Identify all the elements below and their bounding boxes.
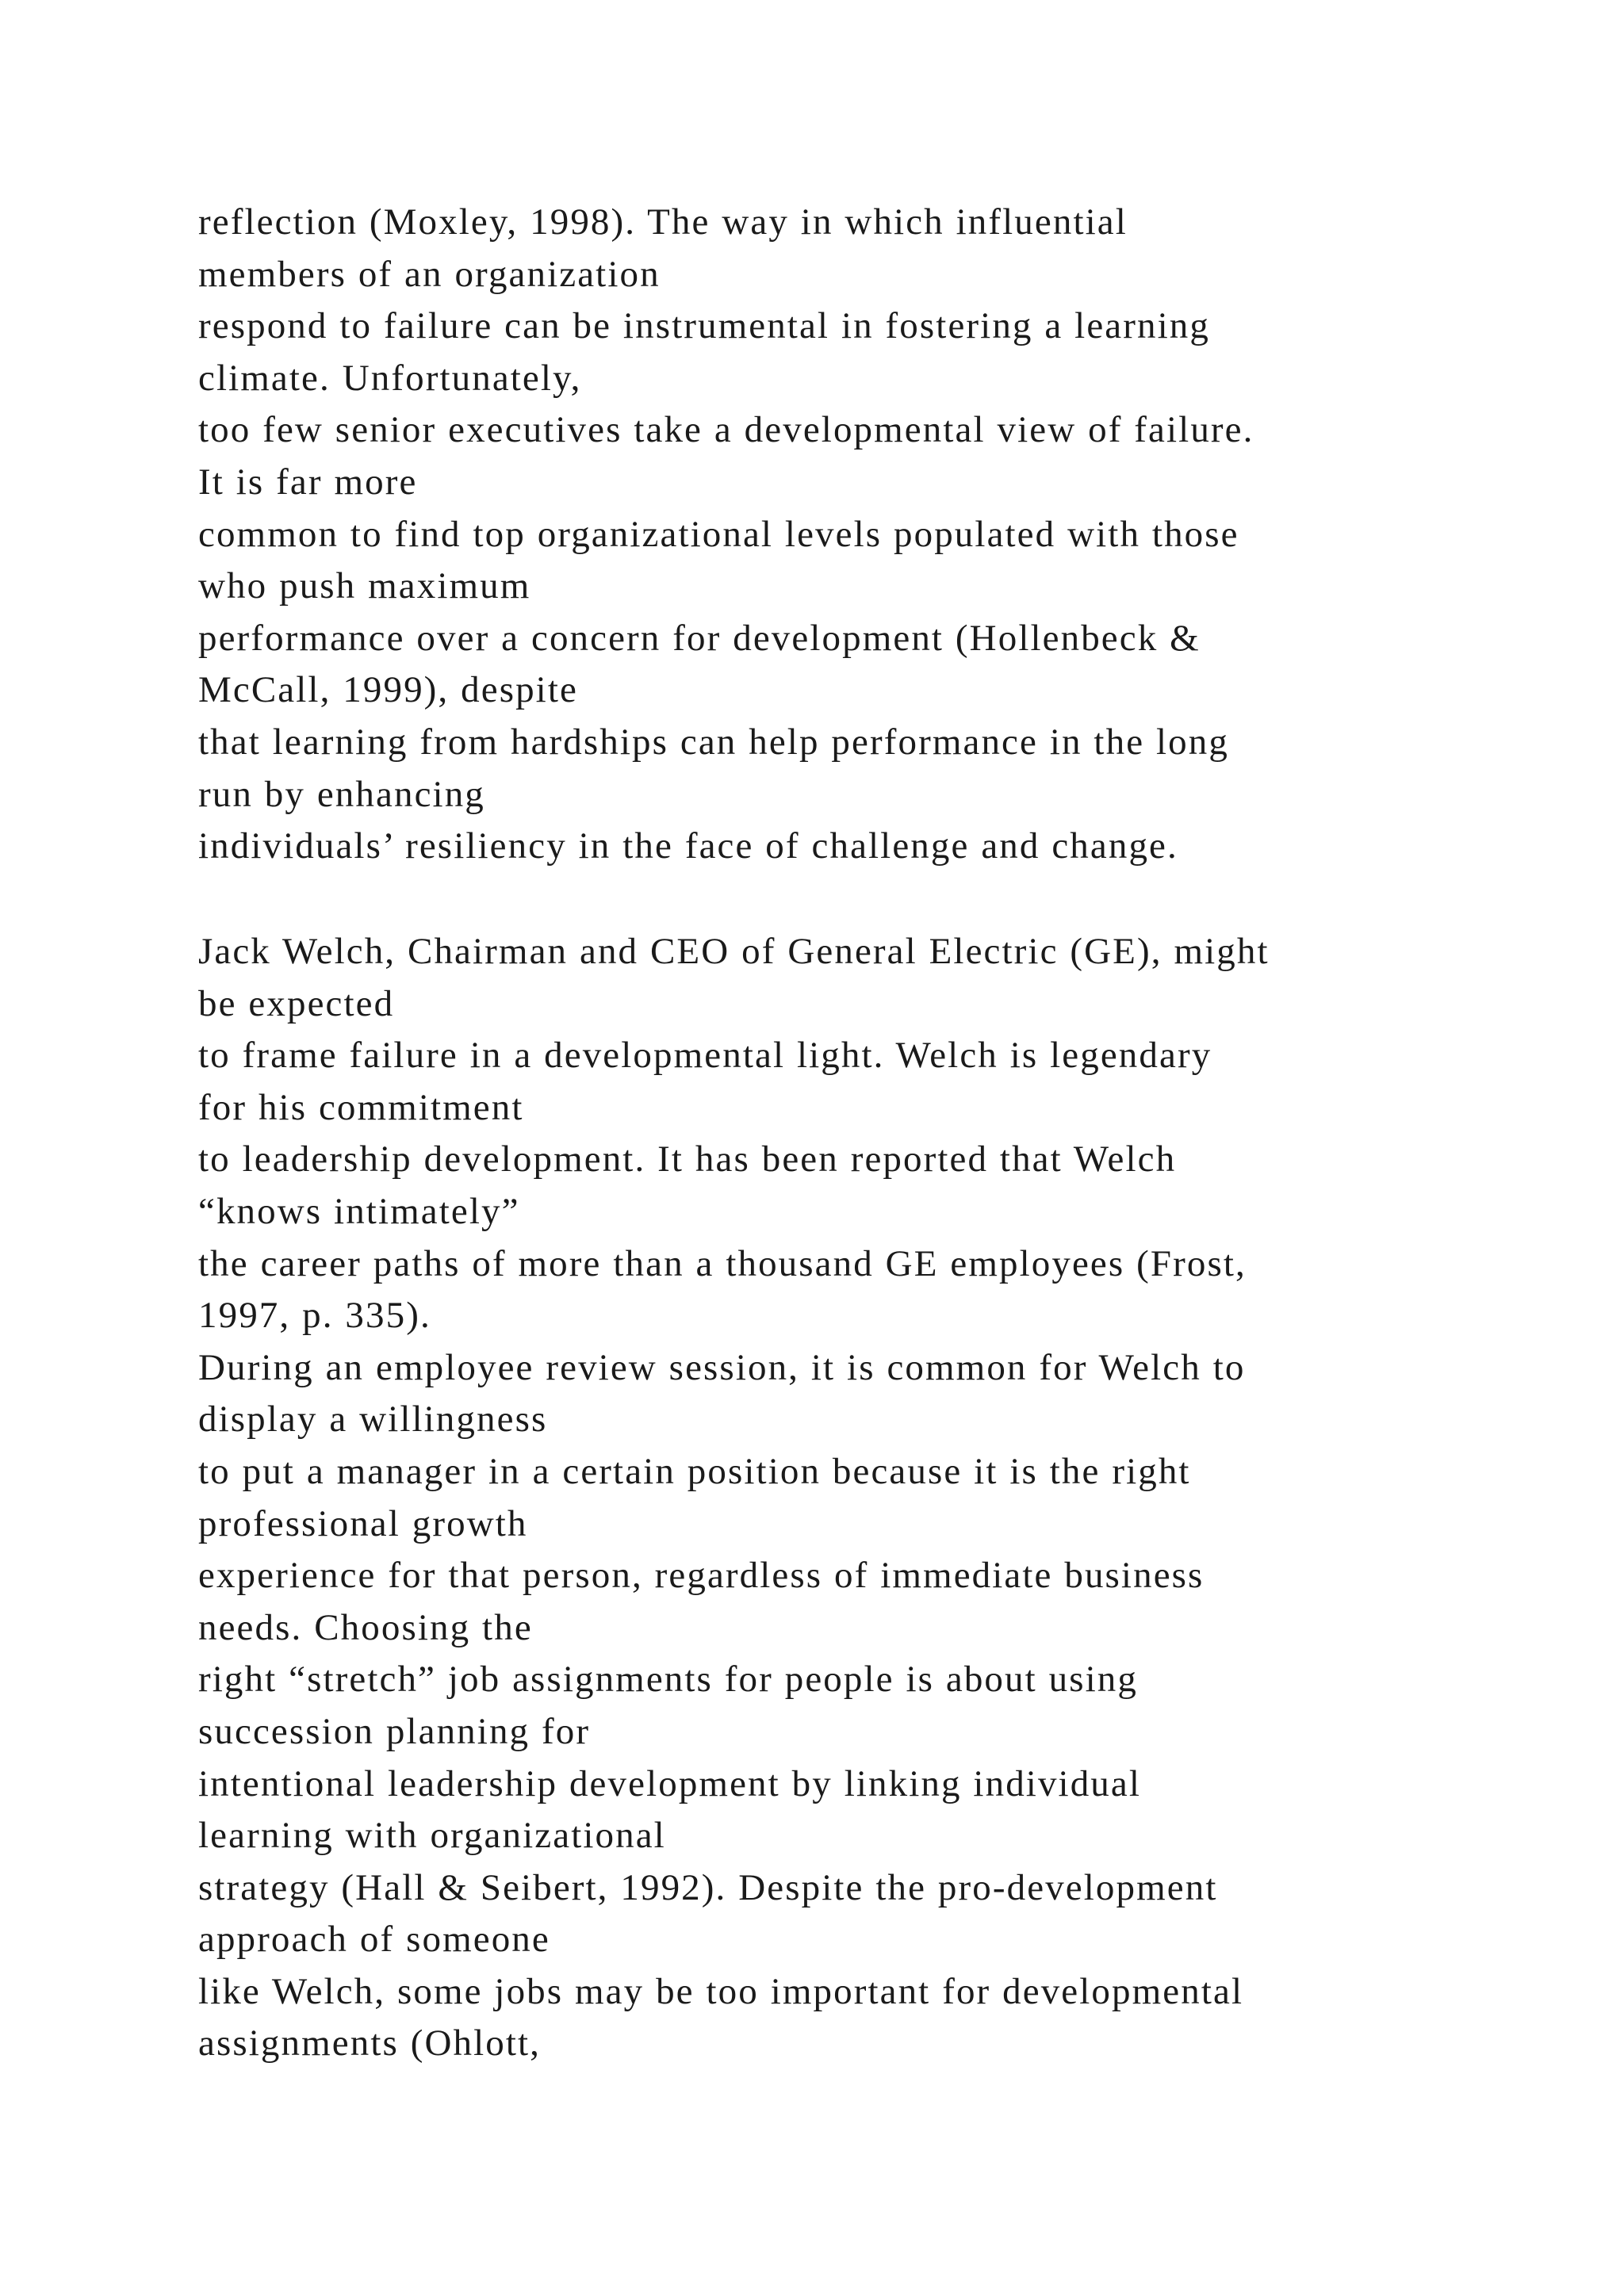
text-line: succession planning for bbox=[198, 1710, 591, 1752]
text-line: “knows intimately” bbox=[198, 1190, 520, 1232]
text-line: strategy (Hall & Seibert, 1992). Despite the pro-development bbox=[198, 1866, 1218, 1908]
text-line: experience for that person, regardless of immediate business bbox=[198, 1555, 1205, 1597]
text-line: McCall, 1999), despite bbox=[198, 669, 578, 711]
text-line: be expected bbox=[198, 982, 395, 1024]
text-line: the career paths of more than a thousand GE employees (Frost, bbox=[198, 1242, 1247, 1284]
text-line: display a willingness bbox=[198, 1399, 548, 1441]
text-line: right “stretch” job assignments for people is about using bbox=[198, 1659, 1138, 1701]
text-line: It is far more bbox=[198, 461, 418, 503]
paragraph-1 bbox=[198, 197, 1515, 873]
text-line: performance over a concern for development (Hollenbeck & bbox=[198, 617, 1201, 659]
text-line: to frame failure in a developmental light. Welch is legendary bbox=[198, 1035, 1212, 1077]
text-line: needs. Choosing the bbox=[198, 1606, 533, 1648]
text-line: who push maximum bbox=[198, 565, 531, 607]
text-line: for his commitment bbox=[198, 1086, 524, 1128]
text-line: too few senior executives take a developmental view of failure. bbox=[198, 409, 1254, 451]
text-line: members of an organization bbox=[198, 253, 661, 295]
text-line: approach of someone bbox=[198, 1919, 550, 1961]
text-line: professional growth bbox=[198, 1502, 528, 1544]
text-line: run by enhancing bbox=[198, 773, 485, 815]
text-line: During an employee review session, it is common for Welch to bbox=[198, 1346, 1246, 1388]
text-line: learning with organizational bbox=[198, 1815, 666, 1857]
paragraph-2 bbox=[198, 926, 1515, 2070]
text-line: that learning from hardships can help performance in the long bbox=[198, 721, 1229, 763]
text-line: like Welch, some jobs may be too important for developmental bbox=[198, 1970, 1244, 2012]
text-line: climate. Unfortunately, bbox=[198, 357, 582, 399]
text-line: to put a manager in a certain position because it is the right bbox=[198, 1450, 1191, 1492]
text-line: intentional leadership development by linking individual bbox=[198, 1762, 1142, 1804]
text-line: individuals’ resiliency in the face of challenge and change. bbox=[198, 825, 1178, 867]
text-line: common to find top organizational levels populated with those bbox=[198, 513, 1239, 555]
text-line: assignments (Ohlott, bbox=[198, 2022, 542, 2064]
text-line: Jack Welch, Chairman and CEO of General Electric (GE), might bbox=[198, 931, 1270, 972]
text-line: to leadership development. It has been reported that Welch bbox=[198, 1138, 1177, 1181]
text-line: reflection (Moxley, 1998). The way in which influential bbox=[198, 201, 1128, 243]
text-line: 1997, p. 335). bbox=[198, 1295, 431, 1337]
text-line: respond to failure can be instrumental in fostering a learning bbox=[198, 305, 1210, 347]
